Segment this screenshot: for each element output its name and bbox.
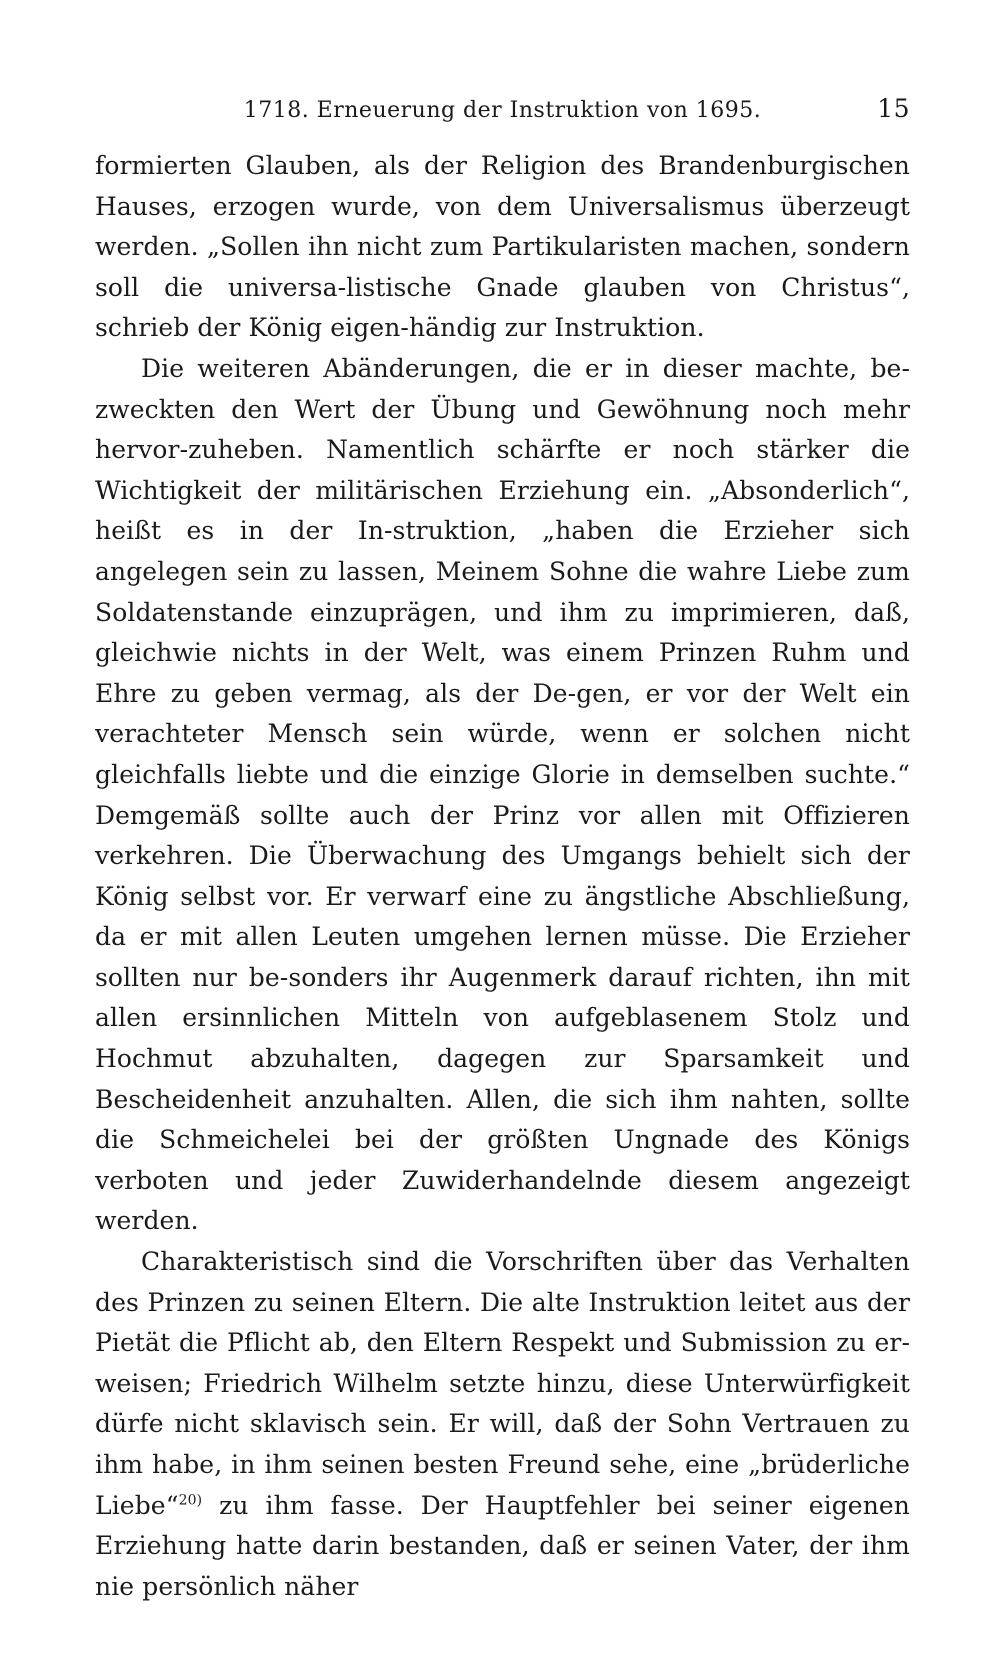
paragraph: formierten Glauben, als der Religion des Brandenburgischen Hauses, erzogen wurde, von dem Universalismus überzeugt werden. „Sollen ihn nicht zum Partikularisten machen, sondern soll die universa-listische Gnade glauben von Christus“, schrieb der König eigen-händig zur Instruktion. — [95, 151, 910, 343]
paragraph-text: zu ihm fasse. Der Hauptfehler bei seiner eigenen Erziehung hatte darin bestanden, daß er seinen Vater, der ihm nie persönlich näher — [95, 1490, 910, 1601]
paragraph-text: Charakteristisch sind die Vorschriften über das Verhalten des Prinzen zu seinen Eltern. Die alte Instruktion leitet aus der Pietät die Pflicht ab, den Eltern Respekt und Submission zu er-weisen; Friedrich Wilhelm setzte hinzu, diese Unterwürfigkeit dürfe nicht sklavisch sein. Er will, daß der Sohn Vertrauen zu ihm habe, in ihm seinen besten Freund sehe, eine „brüderliche Liebe“ — [95, 1247, 910, 1520]
book-page — [95, 92, 910, 1607]
paragraph: Die weiteren Abänderungen, die er in dieser machte, be-zweckten den Wert der Übung und Gewöhnung noch mehr hervor-zuheben. Namentlich schärfte er noch stärker die Wichtigkeit der militärischen Erziehung ein. „Absonderlich“, heißt es in der In-struktion, „haben die Erzieher sich angelegen sein zu lassen, Meinem Sohne die wahre Liebe zum Soldatenstande einzuprägen, und ihm zu imprimieren, daß, gleichwie nichts in der Welt, was einem Prinzen Ruhm und Ehre zu geben vermag, als der De-gen, er vor der Welt ein verachteter Mensch sein würde, wenn er solchen nicht gleichfalls liebte und die einzige Glorie in demselben suchte.“ Demgemäß sollte auch der Prinz vor allen mit Offizieren verkehren. Die Überwachung des Umgangs behielt sich der König selbst vor. Er verwarf eine zu ängstliche Abschließung, da er mit allen Leuten umgehen lernen müsse. Die Erzieher sollten nur be-sonders ihr Augenmerk darauf richten, ihn mit allen ersinnlichen Mitteln von aufgeblasenem Stolz und Hochmut abzuhalten, dagegen zur Sparsamkeit und Bescheidenheit anzuhalten. Allen, die sich ihm nahten, sollte die Schmeichelei bei der größten Ungnade des Königs verboten und jeder Zuwiderhandelnde diesem angezeigt werden. — [95, 353, 910, 1236]
paragraph — [95, 1242, 910, 1607]
running-head-title: 1718. Erneuerung der Instruktion von 1695. — [243, 98, 762, 123]
footnote-reference[interactable]: 20) — [178, 1492, 203, 1509]
running-head — [95, 92, 910, 132]
page-number: 15 — [877, 94, 910, 123]
body-text — [95, 146, 910, 1607]
